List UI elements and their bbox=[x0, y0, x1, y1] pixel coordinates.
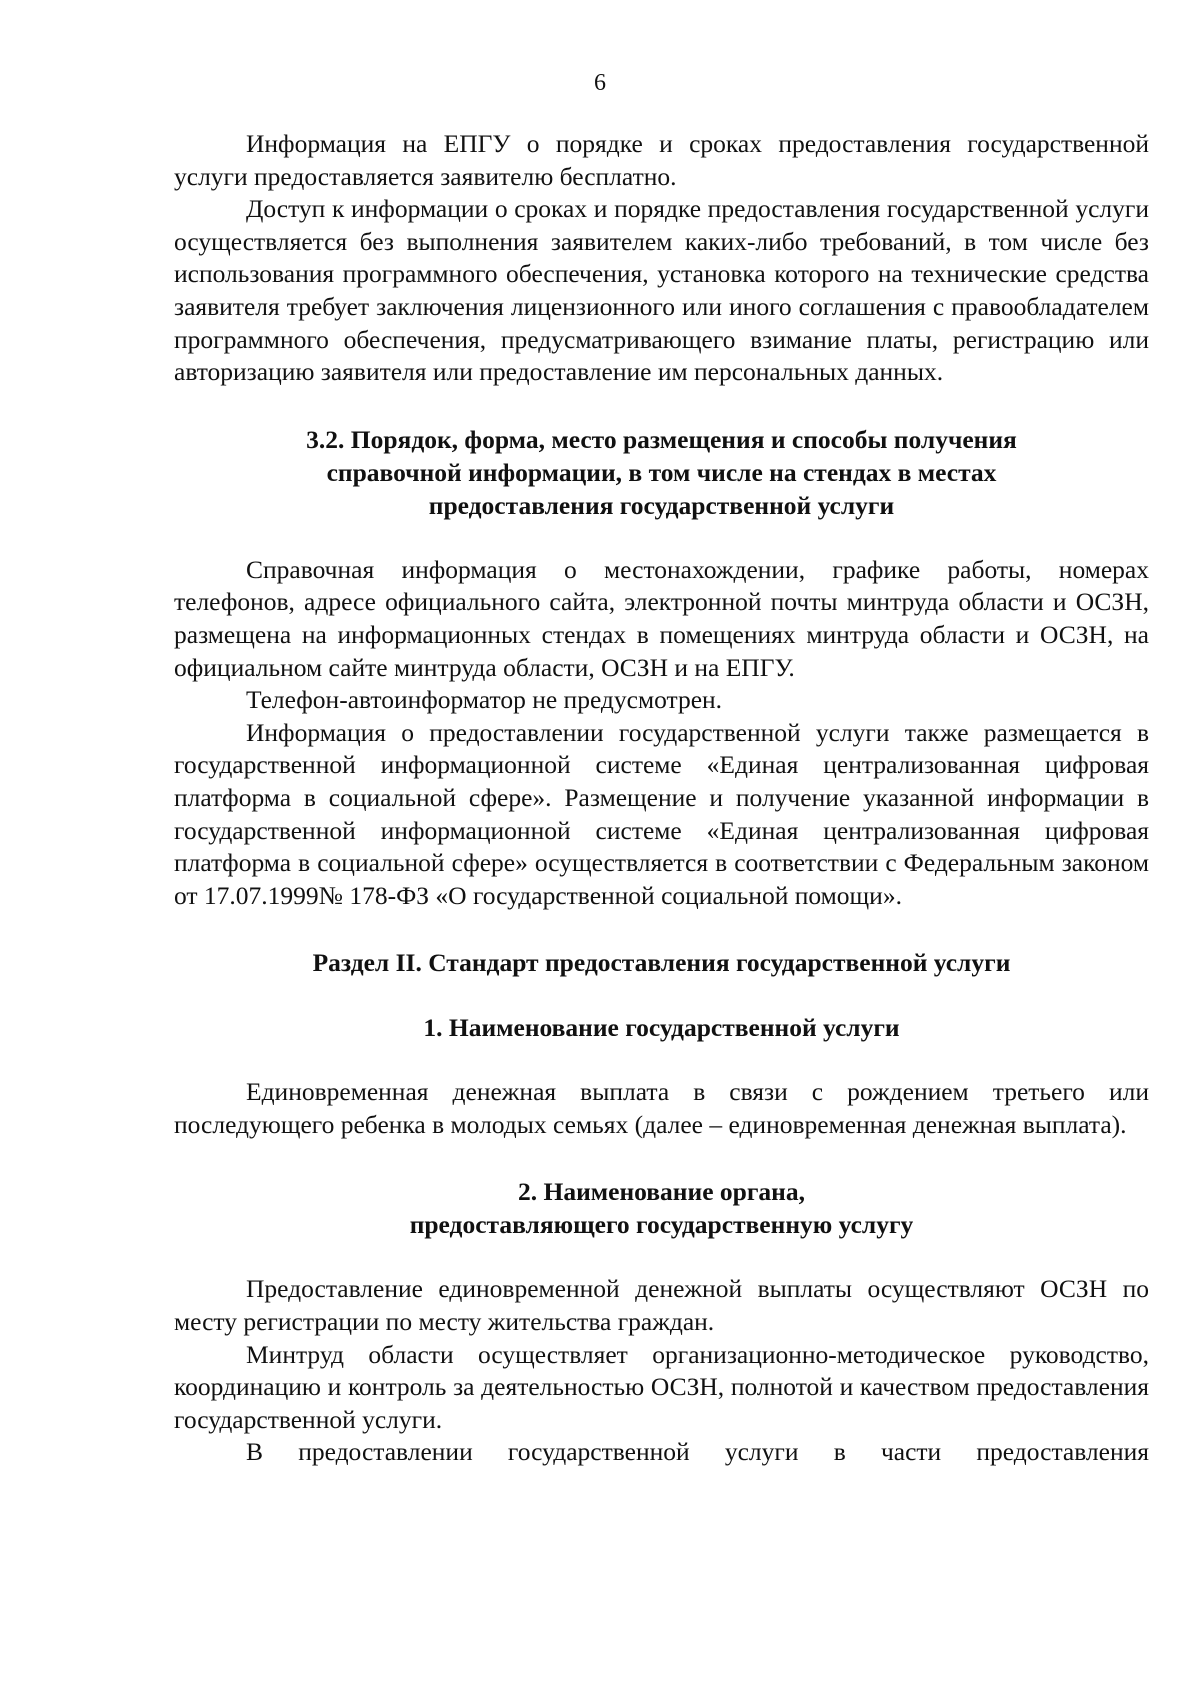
heading-line: 1. Наименование государственной услуги bbox=[423, 1013, 900, 1043]
heading-line: 2. Наименование органа, bbox=[518, 1177, 805, 1207]
document-body bbox=[174, 128, 1149, 1469]
page-number: 6 bbox=[594, 70, 606, 96]
paragraph: Информация о предоставлении государственной услуги также размещается в государственной информационной системе «Единая централизованная цифровая платформа в социальной сфере». Размещение и получение указанной информации в государственной информационной системе «Единая централизованная цифровая платформа в социальной сфере» осуществляется в соответствии с Федеральным законом от 17.07.1999№ 178-ФЗ «О государственной социальной помощи». bbox=[174, 717, 1149, 910]
paragraph: Минтруд области осуществляет организационно-методическое руководство, координацию и контроль за деятельностью ОСЗН, полнотой и качеством предоставления государственной услуги. bbox=[174, 1339, 1149, 1434]
paragraph: В предоставлении государственной услуги в части предоставления bbox=[246, 1437, 1149, 1467]
heading-line: предоставления государственной услуги bbox=[428, 490, 895, 520]
paragraph: Единовременная денежная выплата в связи с рождением третьего или последующего ребенка в молодых семьях (далее – единовременная денежная выплата). bbox=[174, 1077, 1149, 1139]
paragraph: Предоставление единовременной денежной выплаты осуществляют ОСЗН по месту регистрации по месту жительства граждан. bbox=[174, 1274, 1149, 1337]
paragraph: Доступ к информации о сроках и порядке предоставления государственной услуги осуществляется без выполнения заявителем каких-либо требований, в том числе без использования программного обеспечения, установка которого на технические средства заявителя требует заключения лицензионного или иного соглашения с правообладателем программного обеспечения, предусматривающего взимание платы, регистрацию или авторизацию заявителя или предоставление им персональных данных. bbox=[174, 194, 1149, 387]
section-heading-1 bbox=[174, 1011, 1149, 1044]
section-heading-3-2 bbox=[174, 423, 1149, 522]
heading-line: справочной информации, в том числе на стендах в местах bbox=[326, 457, 997, 487]
section-heading-2 bbox=[174, 1175, 1149, 1241]
section-heading-part-2 bbox=[174, 946, 1149, 979]
heading-line: Раздел II. Стандарт предоставления государственной услуги bbox=[312, 948, 1011, 978]
paragraph: Справочная информация о местонахождении, графике работы, номерах телефонов, адресе официального сайта, электронной почты минтруда области и ОСЗН, размещена на информационных стендах в помещениях минтруда области и ОСЗН, на официальном сайте минтруда области, ОСЗН и на ЕПГУ. bbox=[174, 554, 1149, 682]
heading-line: 3.2. Порядок, форма, место размещения и способы получения bbox=[306, 424, 1017, 454]
paragraph: Информация на ЕПГУ о порядке и сроках предоставления государственной услуги предоставляется заявителю бесплатно. bbox=[174, 129, 1149, 191]
heading-line: предоставляющего государственную услугу bbox=[409, 1210, 914, 1240]
paragraph: Телефон-автоинформатор не предусмотрен. bbox=[246, 685, 723, 715]
